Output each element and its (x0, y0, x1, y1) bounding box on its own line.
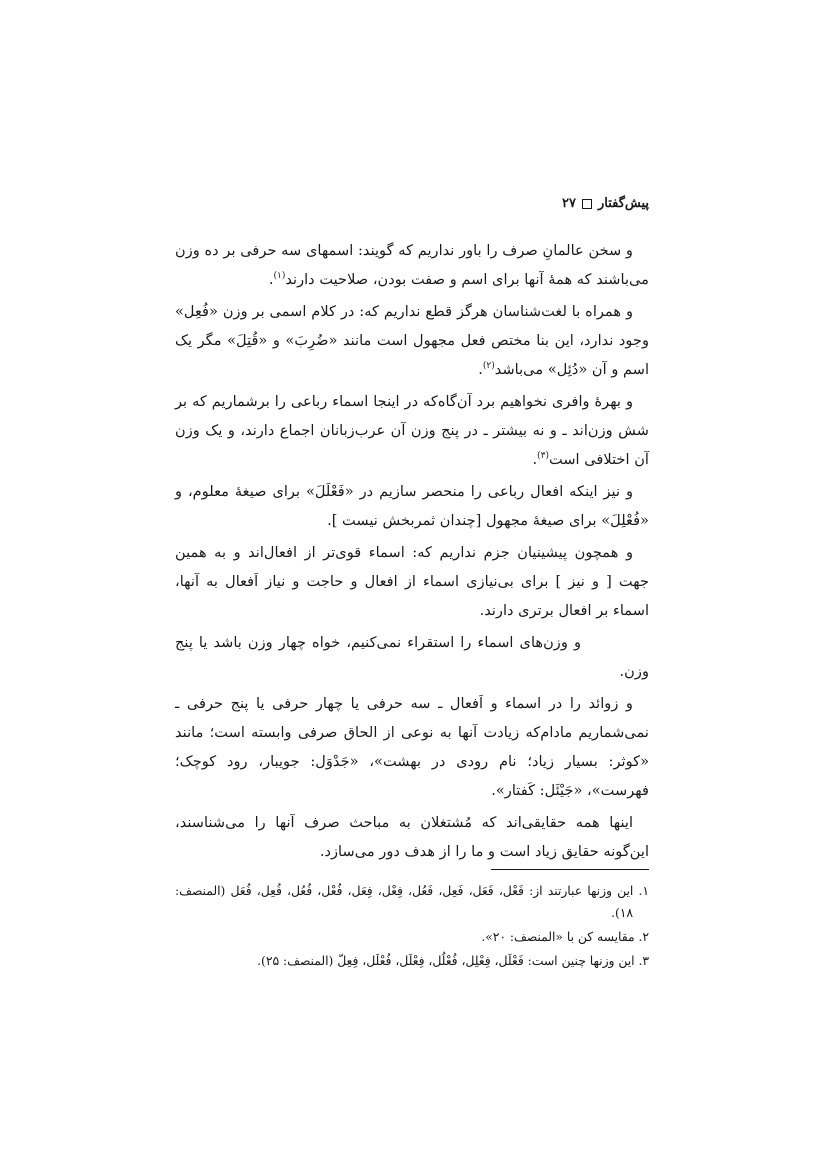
paragraph: و سخن عالمانِ صرف را باور نداریم که گویند: اسمهای سه حرفی بر ده وزن می‌باشند که همهٔ آنها برای اسم و صفت بودن، صلاحیت دارند$^{(۱)}$. (175, 242, 649, 288)
paragraph: و نیز اینکه افعال رباعی را منحصر سازیم در «فَعْلَلَ» برای صیغهٔ معلوم، و «فُعْلِلَ» برای صیغهٔ مجهول [چندان ثمربخش نیست ]. (175, 483, 649, 529)
header-title: پیش‌گفتار (597, 196, 649, 211)
square-ornament-icon (582, 199, 592, 209)
footnote: ۳. این وزنها چنین است: فَعْلَل، فِعْلِل، فُعْلُل، فِعْلَل، فُعْلَل، فِعِلّ (المنصف: ۲۵). (257, 954, 649, 968)
footnote-ref: (۲) (482, 361, 495, 372)
paragraph: و زوائد را در اسماء و اَفعال ـ سه حرفی یا چهار حرفی یا پنج حرفی ـ نمی‌شماریم مادام‌که زیادت آنها به نوعی از الحاق صرفی وابسته است؛ مانند «کوثر: بسیار زیاد؛ نام رودی در بهشت»، «جَدْوَل: جویبار، رود کوچک؛ فهرست»، «جَیْئَل: کَفتار». (175, 695, 649, 799)
body-text (175, 236, 649, 869)
paragraph: و بهرهٔ وافری نخواهیم برد آن‌گاه‌که در اینجا اسماء رباعی را برشماریم که بر شش وزن‌اند ـ و نه بیشتر ـ در پنج وزن آن عرب‌زبانان اجماع دارند، و یک وزن آن اختلافی است$^{(۳)}$. (175, 393, 649, 468)
footnote: ۲. مقایسه کن با «المنصف: ۲۰». (481, 930, 649, 944)
footnote-ref: (۱) (273, 271, 286, 282)
paragraph: اینها همه حقایقی‌اند که مُشتغلان به مباحث صرف آنها را می‌شناسند، این‌گونه حقایق زیاد است و ما را از هدف دور می‌سازد. (175, 814, 649, 860)
footnotes (175, 880, 649, 974)
paragraph: و همراه با لغت‌شناسان هرگز قطع نداریم که: در کلام اسمی بر وزن «فُعِل» وجود ندارد، این بنا مختص فعل مجهول است مانند «ضُرِبَ» و «قُتِلَ» مگر یک اسم و آن «دُئِل» می‌باشد$^{(۲)}$. (175, 303, 649, 378)
page-number: ۲۷ (561, 196, 576, 211)
paragraph: و وزن‌های اسماء را استقراء نمی‌کنیم، خواه چهار وزن باشد یا پنج وزن. (175, 634, 649, 680)
running-header (562, 196, 649, 211)
footnote-divider (491, 869, 649, 870)
footnote: ۱. این وزنها عبارتند از: فَعْل، فَعَل، فَعِل، فَعُل، فِعْل، فِعَل، فُعْل، فُعُل، فُعِل، فُعَل (المنصف: ۱۸). (175, 884, 649, 920)
paragraph: و همچون پیشینیان جزم نداریم که: اسماء قوی‌تر از افعال‌اند و به همین جهت [ و نیز ] برای بی‌نیازی اسماء از افعال و حاجت و نیاز اَفعال به آنها، اسماء بر افعال برتری دارند. (175, 544, 649, 619)
footnote-ref: (۳) (537, 451, 549, 462)
